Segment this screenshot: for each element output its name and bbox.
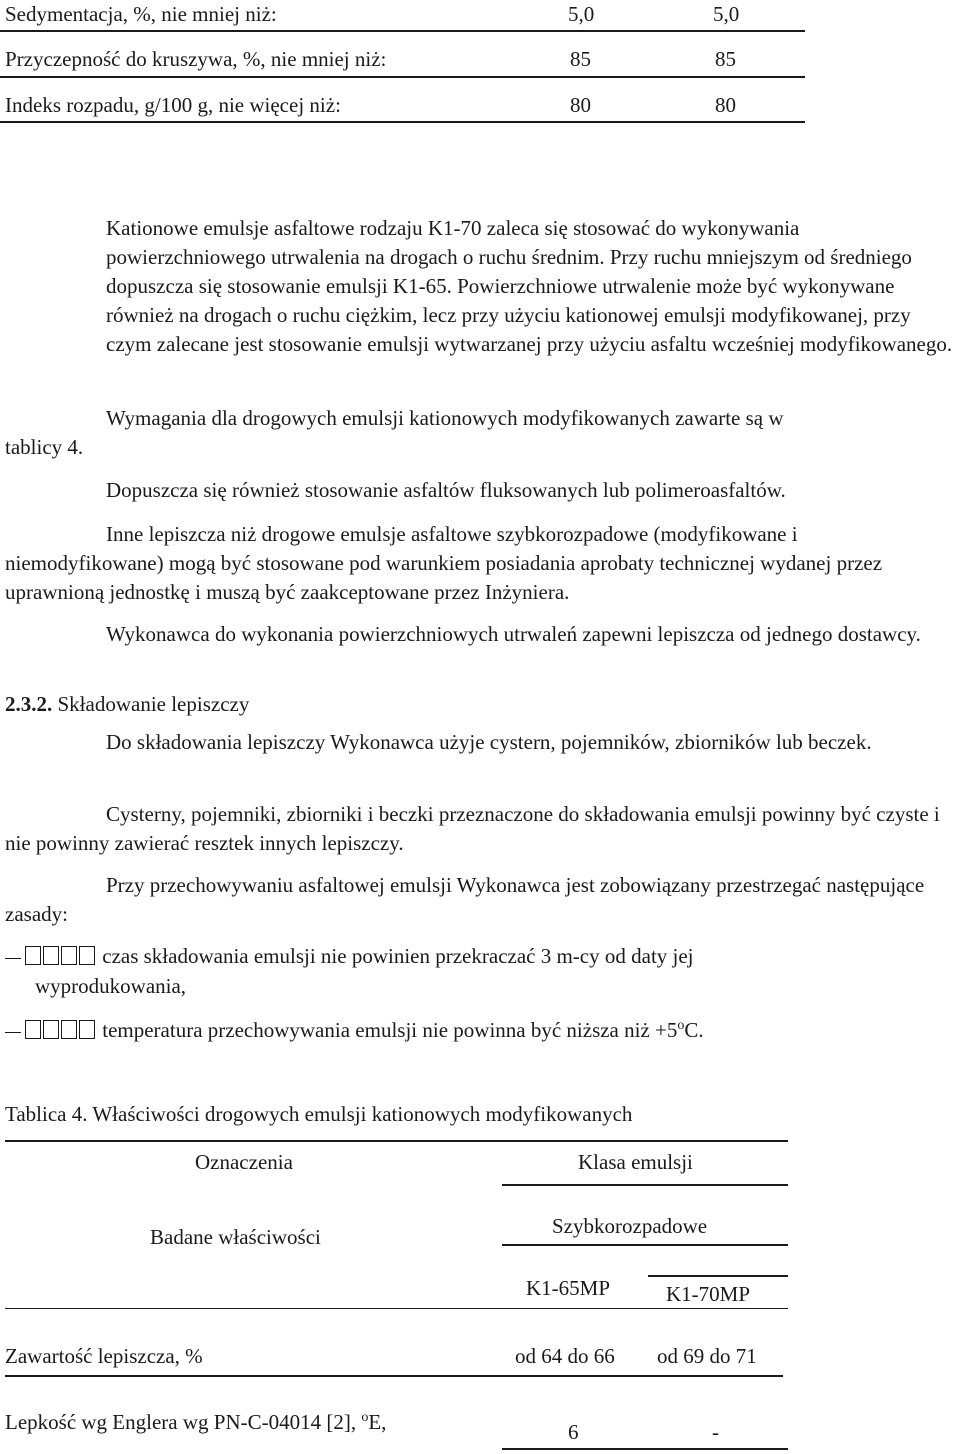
section-heading <box>5 692 249 717</box>
missing-glyph-icon <box>61 1020 77 1039</box>
missing-glyph-icon <box>79 1020 95 1039</box>
dash-icon <box>5 1032 21 1033</box>
row-lepkosc-label: Lepkość wg Englera wg PN-C-04014 [2], $^o$E, <box>5 1410 387 1434</box>
paragraph-2-line-1: Wymagania dla drogowych emulsji kationowych modyfikowanych zawarte są w <box>106 406 784 430</box>
row-value-1: 85 <box>570 47 591 71</box>
table-rule <box>502 1184 788 1186</box>
table-rule <box>502 1244 788 1246</box>
dash-icon <box>5 958 21 959</box>
row-value-1: 5,0 <box>568 2 595 26</box>
missing-glyph-icon <box>61 946 77 965</box>
header-oznaczenia: Oznaczenia <box>195 1150 293 1174</box>
missing-glyph-icon <box>79 946 95 965</box>
missing-glyph-icon <box>43 946 59 965</box>
header-k1-70mp: K1-70MP <box>666 1282 751 1306</box>
header-szybkorozpadowe: Szybkorozpadowe <box>552 1214 708 1238</box>
paragraph-1: Kationowe emulsje asfaltowe rodzaju K1-70 zaleca się stosować do wykonywania powierzchniowego utrwalenia na drogach o ruchu średnim. Przy ruchu mniejszym od średniego dopuszcza się stosowanie emulsji K1-65. Powierzchniowe utrwalenie może być wykonywane również na drogach o ruchu ciężkim, lecz przy użyciu kationowej emulsji modyfikowanej, przy czym zalecane jest stosowanie emulsji wytwarzanej przy użyciu asfaltu wcześniej modyfikowanego. <box>106 216 953 356</box>
section-number: 2.3.2. <box>5 692 53 716</box>
row-zawartosc-k1-70mp: od 69 do 71 <box>657 1344 757 1368</box>
row-label: Indeks rozpadu, g/100 g, nie więcej niż: <box>5 93 341 117</box>
paragraph-6: Do składowania lepiszczy Wykonawca użyje cystern, pojemników, zbiorników lub beczek. <box>106 730 872 754</box>
bullet-item-1: czas składowania emulsji nie powinien przekraczać 3 m-cy od daty jej <box>5 944 694 969</box>
table-caption: Tablica 4. Właściwości drogowych emulsji kationowych modyfikowanych <box>5 1102 633 1126</box>
bullet-item-2: temperatura przechowywania emulsji nie powinna być niższa niż $+5^oC$. <box>5 1018 704 1043</box>
missing-glyph-icon <box>43 1020 59 1039</box>
missing-glyph-icon <box>25 1020 41 1039</box>
paragraph-5: Wykonawca do wykonania powierzchniowych utrwaleń zapewni lepiszcza od jednego dostawcy. <box>106 622 921 646</box>
row-divider <box>0 76 805 78</box>
header-badane-wlasciwosci: Badane właściwości <box>150 1225 321 1249</box>
row-value-2: 5,0 <box>713 2 740 26</box>
header-k1-65mp: K1-65MP <box>526 1276 611 1300</box>
table-rule <box>5 1308 788 1309</box>
header-klasa-emulsji: Klasa emulsji <box>578 1150 693 1174</box>
row-zawartosc-label: Zawartość lepiszcza, % <box>5 1344 203 1368</box>
table-rule <box>5 1140 788 1142</box>
section-title: Składowanie lepiszczy <box>57 692 250 716</box>
row-lepkosc-k1-70mp: - <box>712 1420 719 1444</box>
missing-glyph-icon <box>25 946 41 965</box>
row-zawartosc-k1-65mp: od 64 do 66 <box>515 1344 615 1368</box>
row-label: Przyczepność do kruszywa, %, nie mniej niż: <box>5 47 387 71</box>
paragraph-2-line-2: tablicy 4. <box>5 435 84 459</box>
table-rule <box>648 1275 788 1277</box>
bullet-item-1-continuation: wyprodukowania, <box>35 974 187 998</box>
row-value-2: 80 <box>715 93 736 117</box>
paragraph-4: Inne lepiszcza niż drogowe emulsje asfaltowe szybkorozpadowe (modyfikowane i niemodyfikowane) mogą być stosowane pod warunkiem posiadania aprobaty technicznej wydanej przez uprawnioną jednostkę i muszą być zaakceptowane przez Inżyniera. <box>5 522 883 604</box>
table-rule <box>502 1448 788 1450</box>
row-value-2: 85 <box>715 47 736 71</box>
row-value-1: 80 <box>570 93 591 117</box>
paragraph-3: Dopuszcza się również stosowanie asfaltów fluksowanych lub polimeroasfaltów. <box>106 478 786 502</box>
paragraph-8: Przy przechowywaniu asfaltowej emulsji Wykonawca jest zobowiązany przestrzegać następujące zasady: <box>5 873 925 926</box>
paragraph-7: Cysterny, pojemniki, zbiorniki i beczki przeznaczone do składowania emulsji powinny być czyste i nie powinny zawierać resztek innych lepiszczy. <box>5 802 940 855</box>
table-rule <box>5 1375 783 1377</box>
row-label: Sedymentacja, %, nie mniej niż: <box>5 2 277 26</box>
row-lepkosc-k1-65mp: 6 <box>568 1420 579 1444</box>
row-divider <box>0 30 805 32</box>
row-divider <box>0 121 805 123</box>
